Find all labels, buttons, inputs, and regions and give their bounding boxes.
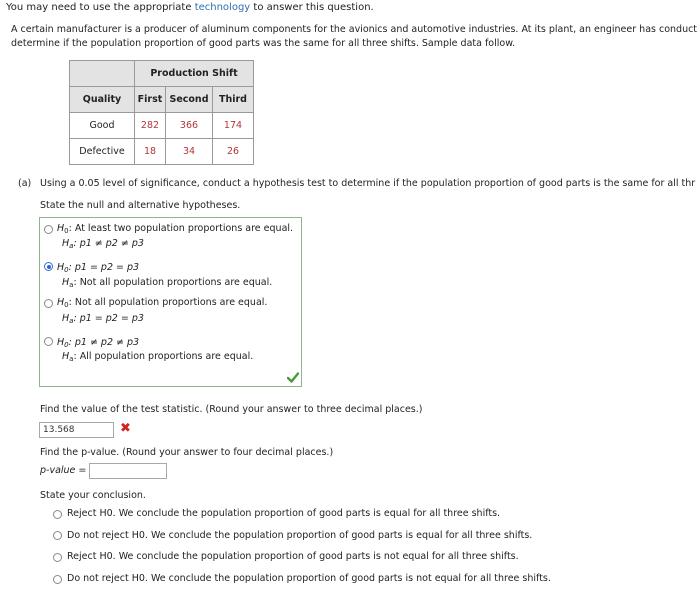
conclusion-option-2: Do not reject H0. We conclude the population proportion of good parts is equal for all three shifts. (67, 530, 533, 541)
pvalue-prompt: Find the p-value. (Round your answer to four decimal places.) (40, 447, 334, 458)
hypothesis-option-4-radio[interactable] (44, 337, 53, 346)
x-icon: ✖ (120, 421, 131, 436)
hypothesis-option-1-radio[interactable] (44, 225, 53, 234)
table-row (70, 139, 254, 165)
hypotheses-prompt: State the null and alternative hypotheses. (40, 200, 241, 211)
part-a-question: Using a 0.05 level of significance, conduct a hypothesis test to determine if the population proportion of good parts is the same for all thr (40, 178, 696, 189)
conclusion-option-3-radio[interactable] (53, 553, 62, 562)
quality-header: Quality (70, 87, 135, 113)
table-corner (70, 61, 135, 87)
technology-link[interactable]: technology (194, 2, 251, 13)
problem-line-2: determine if the population proportion of good parts was the same for all three shifts. Sample data follow. (11, 38, 516, 49)
conclusion-option-3: Reject H0. We conclude the population proportion of good parts is not equal for all three shifts. (67, 551, 519, 562)
hypothesis-option-3-h0: $H_0$: Not all population proportions are equal. (57, 297, 268, 309)
cell-defective-third: 26 (213, 139, 254, 165)
part-a-label: (a) (18, 178, 32, 189)
cell-defective-second: 34 (166, 139, 213, 165)
cell-good-third: 174 (213, 113, 254, 139)
col-second: Second (166, 87, 213, 113)
conclusion-prompt: State your conclusion. (40, 490, 146, 501)
hypothesis-option-4-h0: $H_0$: p1 ≠ p2 ≠ p3 (57, 337, 140, 349)
row-label-defective: Defective (70, 139, 135, 165)
cell-good-second: 366 (166, 113, 213, 139)
production-shift-header: Production Shift (135, 61, 254, 87)
col-third: Third (213, 87, 254, 113)
hypothesis-option-3-ha: $H_a$: p1 = p2 = p3 (62, 313, 144, 325)
problem-line-1: A certain manufacturer is a producer of aluminum components for the avionics and automotive industries. At its plant, an engineer has conduct (11, 24, 698, 35)
hypothesis-option-2-h0: $H_0$: p1 = p2 = p3 (57, 262, 140, 274)
pvalue-label: p-value = (40, 465, 87, 476)
conclusion-option-4-radio[interactable] (53, 575, 62, 584)
production-shift-table (69, 60, 254, 165)
conclusion-option-1: Reject H0. We conclude the population proportion of good parts is equal for all three shifts. (67, 508, 501, 519)
cell-good-first: 282 (135, 113, 166, 139)
instructions: You may need to use the appropriate technology to answer this question. (6, 2, 374, 13)
hypothesis-option-2-ha: $H_a$: Not all population proportions are equal. (62, 277, 273, 289)
conclusion-option-4: Do not reject H0. We conclude the population proportion of good parts is not equal for all three shifts. (67, 573, 551, 584)
check-icon (287, 372, 299, 383)
hypothesis-option-4-ha: $H_a$: All population proportions are equal. (62, 351, 254, 363)
hypothesis-option-2-radio[interactable] (44, 262, 53, 271)
row-label-good: Good (70, 113, 135, 139)
col-first: First (135, 87, 166, 113)
test-stat-prompt: Find the value of the test statistic. (Round your answer to three decimal places.) (40, 404, 423, 415)
pvalue-input[interactable] (89, 463, 167, 479)
conclusion-option-2-radio[interactable] (53, 531, 62, 540)
test-stat-input[interactable]: 13.568 (39, 422, 114, 438)
hypothesis-option-3-radio[interactable] (44, 299, 53, 308)
conclusion-option-1-radio[interactable] (53, 510, 62, 519)
hypothesis-option-1-h0: $H_0$: At least two population proportions are equal. (57, 223, 294, 235)
cell-defective-first: 18 (135, 139, 166, 165)
hypothesis-option-1-ha: $H_a$: p1 ≠ p2 ≠ p3 (62, 238, 144, 250)
table-row (70, 113, 254, 139)
